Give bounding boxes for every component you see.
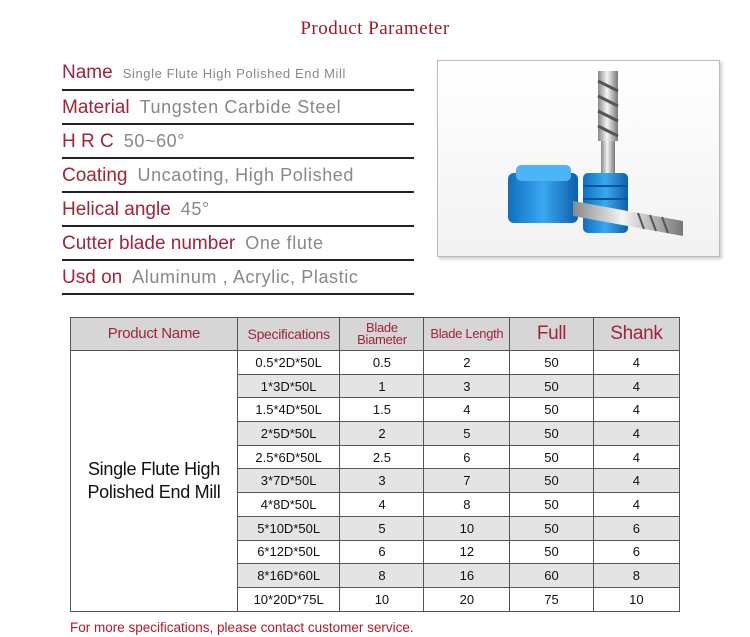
table-cell: 6 xyxy=(593,540,679,564)
table-cell: 4*8D*50L xyxy=(237,493,339,517)
product-name-cell: Single Flute High Polished End Mill xyxy=(71,351,238,612)
table-row xyxy=(71,351,680,375)
param-value: 45° xyxy=(180,199,210,219)
param-value: 50~60° xyxy=(123,131,186,151)
table-cell: 8*16D*60L xyxy=(237,564,339,588)
table-cell: 4 xyxy=(340,493,424,517)
table-cell: 8 xyxy=(424,493,510,517)
table-cell: 8 xyxy=(593,564,679,588)
table-cell: 50 xyxy=(510,374,594,398)
table-cell: 50 xyxy=(510,351,594,375)
param-label: Name xyxy=(62,62,113,83)
column-header: Blade Biameter xyxy=(340,318,424,351)
footer-note: For more specifications, please contact customer service. xyxy=(70,620,414,635)
table-cell: 3*7D*50L xyxy=(237,469,339,493)
table-cell: 2 xyxy=(340,422,424,446)
param-row xyxy=(62,191,414,227)
table-cell: 4 xyxy=(593,469,679,493)
column-header: Full xyxy=(510,318,594,351)
param-row xyxy=(62,55,414,91)
table-cell: 20 xyxy=(424,587,510,611)
table-cell: 7 xyxy=(424,469,510,493)
param-value: Aluminum , Acrylic, Plastic xyxy=(132,267,359,287)
param-label: H R C xyxy=(62,131,114,152)
column-header: Blade Length xyxy=(424,318,510,351)
table-cell: 2*5D*50L xyxy=(237,422,339,446)
table-cell: 4 xyxy=(593,398,679,422)
table-cell: 6 xyxy=(424,445,510,469)
table-cell: 10 xyxy=(424,516,510,540)
param-label: Usd on xyxy=(62,267,123,288)
table-cell: 5 xyxy=(340,516,424,540)
table-cell: 10 xyxy=(593,587,679,611)
table-cell: 6 xyxy=(593,516,679,540)
spec-table xyxy=(70,317,680,612)
table-cell: 50 xyxy=(510,469,594,493)
param-label: Helical angle xyxy=(62,199,171,220)
table-cell: 5 xyxy=(424,422,510,446)
param-row xyxy=(62,123,414,159)
table-cell: 1.5 xyxy=(340,398,424,422)
param-value: One flute xyxy=(245,233,324,253)
table-cell: 50 xyxy=(510,493,594,517)
param-value: Tungsten Carbide Steel xyxy=(139,97,342,117)
param-label: Coating xyxy=(62,165,128,186)
param-row xyxy=(62,89,414,125)
table-cell: 16 xyxy=(424,564,510,588)
table-cell: 4 xyxy=(593,445,679,469)
table-cell: 50 xyxy=(510,516,594,540)
table-cell: 6 xyxy=(340,540,424,564)
column-header: Shank xyxy=(593,318,679,351)
table-cell: 8 xyxy=(340,564,424,588)
table-cell: 4 xyxy=(593,493,679,517)
column-header: Specifications xyxy=(237,318,339,351)
page-title: Product Parameter xyxy=(300,18,450,39)
table-cell: 1.5*4D*50L xyxy=(237,398,339,422)
table-cell: 4 xyxy=(593,351,679,375)
product-photo xyxy=(437,60,720,257)
table-cell: 4 xyxy=(593,374,679,398)
table-cell: 50 xyxy=(510,398,594,422)
param-value: Uncaoting, High Polished xyxy=(137,165,355,185)
table-cell: 0.5 xyxy=(340,351,424,375)
table-cell: 50 xyxy=(510,422,594,446)
table-cell: 0.5*2D*50L xyxy=(237,351,339,375)
table-cell: 3 xyxy=(340,469,424,493)
table-cell: 1 xyxy=(340,374,424,398)
table-cell: 2 xyxy=(424,351,510,375)
table-cell: 2.5 xyxy=(340,445,424,469)
table-cell: 50 xyxy=(510,540,594,564)
table-cell: 75 xyxy=(510,587,594,611)
param-value: Single Flute High Polished End Mill xyxy=(122,66,347,81)
table-cell: 5*10D*50L xyxy=(237,516,339,540)
table-cell: 1*3D*50L xyxy=(237,374,339,398)
param-row xyxy=(62,225,414,261)
table-cell: 6*12D*50L xyxy=(237,540,339,564)
table-cell: 10*20D*75L xyxy=(237,587,339,611)
column-header: Product Name xyxy=(71,318,238,351)
table-cell: 60 xyxy=(510,564,594,588)
param-label: Material xyxy=(62,97,130,118)
table-cell: 2.5*6D*50L xyxy=(237,445,339,469)
table-cell: 12 xyxy=(424,540,510,564)
param-label: Cutter blade number xyxy=(62,233,236,254)
table-cell: 3 xyxy=(424,374,510,398)
table-cell: 10 xyxy=(340,587,424,611)
table-cell: 4 xyxy=(593,422,679,446)
param-row xyxy=(62,157,414,193)
param-row xyxy=(62,259,414,295)
table-cell: 50 xyxy=(510,445,594,469)
table-cell: 4 xyxy=(424,398,510,422)
